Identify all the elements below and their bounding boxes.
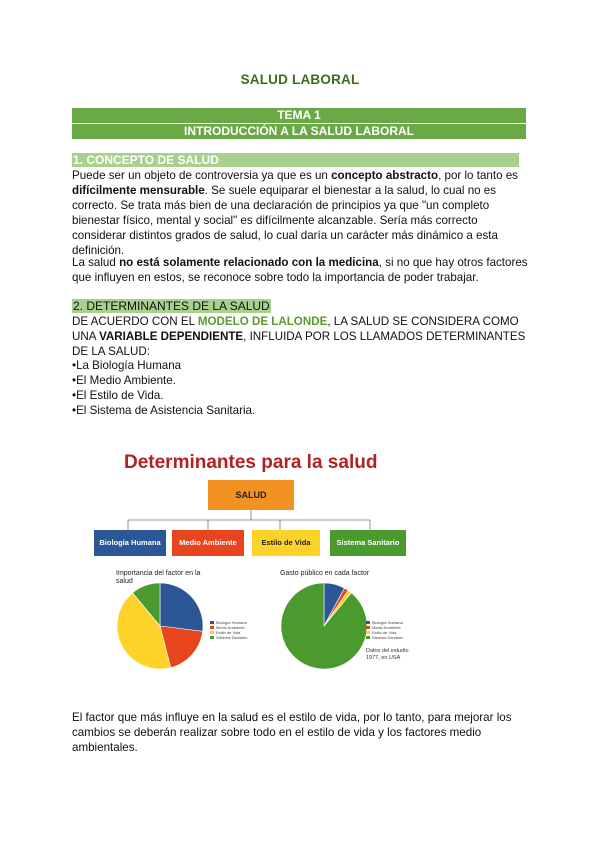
emphasis-dificilmente-mensurable: difícilmente mensurable xyxy=(72,184,205,197)
text-run: . Se suele equiparar el bienestar a la salud, lo cual no es correcto. Se trata más bien de una declaración de principios ya que "un completo bienestar físico, mental y social" es difícilmente alcanzable. Sería más correcto considerar distintos grados de salud, lo cual daría un carácter más dinámico a esta definición. xyxy=(72,184,498,257)
list-item: • La Biología Humana xyxy=(72,358,255,373)
pie-1-title: Importancia del factor en la salud xyxy=(116,570,201,585)
box-estilo-de-vida: Estilo de Vida xyxy=(252,530,320,556)
legend-label: Estilo de Vida xyxy=(372,630,397,635)
legend-label: Medio Ambiente xyxy=(216,625,245,630)
text-run: , por lo tanto es xyxy=(438,169,518,182)
emphasis-variable-dependiente: VARIABLE DEPENDIENTE xyxy=(99,330,244,343)
section-2-heading: 2. DETERMINANTES DE LA SALUD xyxy=(73,299,270,313)
conclusion-paragraph: El factor que más influye en la salud es el estilo de vida, por lo tanto, para mejorar los cambios se deberán realizar sobre todo en el estilo de vida y los factores medio ambientales. xyxy=(72,711,512,754)
text-run: , LA SALUD SE CONSIDERA COMO UNA xyxy=(72,315,519,343)
legend-label: Biología Humana xyxy=(372,620,403,625)
legend-label: Biología Humana xyxy=(216,620,247,625)
text-run: , INFLUIDA POR LOS LLAMADOS DETERMINANTES DE LA SALUD: xyxy=(72,330,526,358)
legend-label: Sistema Sanitario xyxy=(216,635,248,640)
emphasis-modelo-lalonde: MODELO DE LALONDE xyxy=(197,315,328,328)
emphasis-concepto-abstracto: concepto abstracto xyxy=(331,169,439,182)
legend-label: Sistema Sanitario xyxy=(372,635,404,640)
text-run: DE ACUERDO CON EL xyxy=(72,315,198,328)
box-medio-ambiente: Medio Ambiente xyxy=(172,530,244,556)
list-item: • El Sistema de Asistencia Sanitaria. xyxy=(72,403,255,418)
determinants-list xyxy=(72,358,255,418)
text-run: La salud xyxy=(72,256,120,269)
salud-box: SALUD xyxy=(208,480,294,510)
determinants-figure xyxy=(90,448,420,688)
legend-item xyxy=(366,635,403,640)
list-item: • El Estilo de Vida. xyxy=(72,388,255,403)
section-1-paragraph-1 xyxy=(72,168,532,258)
box-biologia-humana: Biología Humana xyxy=(94,530,166,556)
pie-1-legend xyxy=(210,620,247,640)
pie-1-slice-biología-humana xyxy=(160,583,203,631)
document-title: SALUD LABORAL xyxy=(240,72,360,87)
section-1-heading: 1. CONCEPTO DE SALUD xyxy=(72,153,519,167)
tema-subtitle-band: INTRODUCCIÓN A LA SALUD LABORAL xyxy=(72,124,526,139)
pie-2-legend xyxy=(366,620,403,640)
box-sistema-sanitario: Sistema Sanitario xyxy=(330,530,406,556)
section-1-paragraph-2 xyxy=(72,255,532,285)
text-run: Puede ser un objeto de controversia ya que es un xyxy=(72,169,332,182)
legend-label: Medio Ambiente xyxy=(372,625,401,630)
emphasis-medicina: no está solamente relacionado con la medicina xyxy=(119,256,379,269)
list-item: • El Medio Ambiente. xyxy=(72,373,255,388)
tema-number-band: TEMA 1 xyxy=(72,108,526,123)
legend-item xyxy=(210,635,247,640)
text-run: , si no que hay otros factores que influyen en estos, se reconoce sobre todo la importancia de poder trabajar. xyxy=(72,256,528,284)
legend-label: Estilo de Vida xyxy=(216,630,241,635)
figure-title: Determinantes para la salud xyxy=(124,452,378,473)
pie-2-note: Datos del estudio 1977, en USA xyxy=(366,648,409,661)
pie-2-slice-sistema-sanitario xyxy=(281,583,367,669)
pie-2-title: Gasto público en cada factor xyxy=(280,570,370,577)
section-2-paragraph xyxy=(72,314,527,359)
